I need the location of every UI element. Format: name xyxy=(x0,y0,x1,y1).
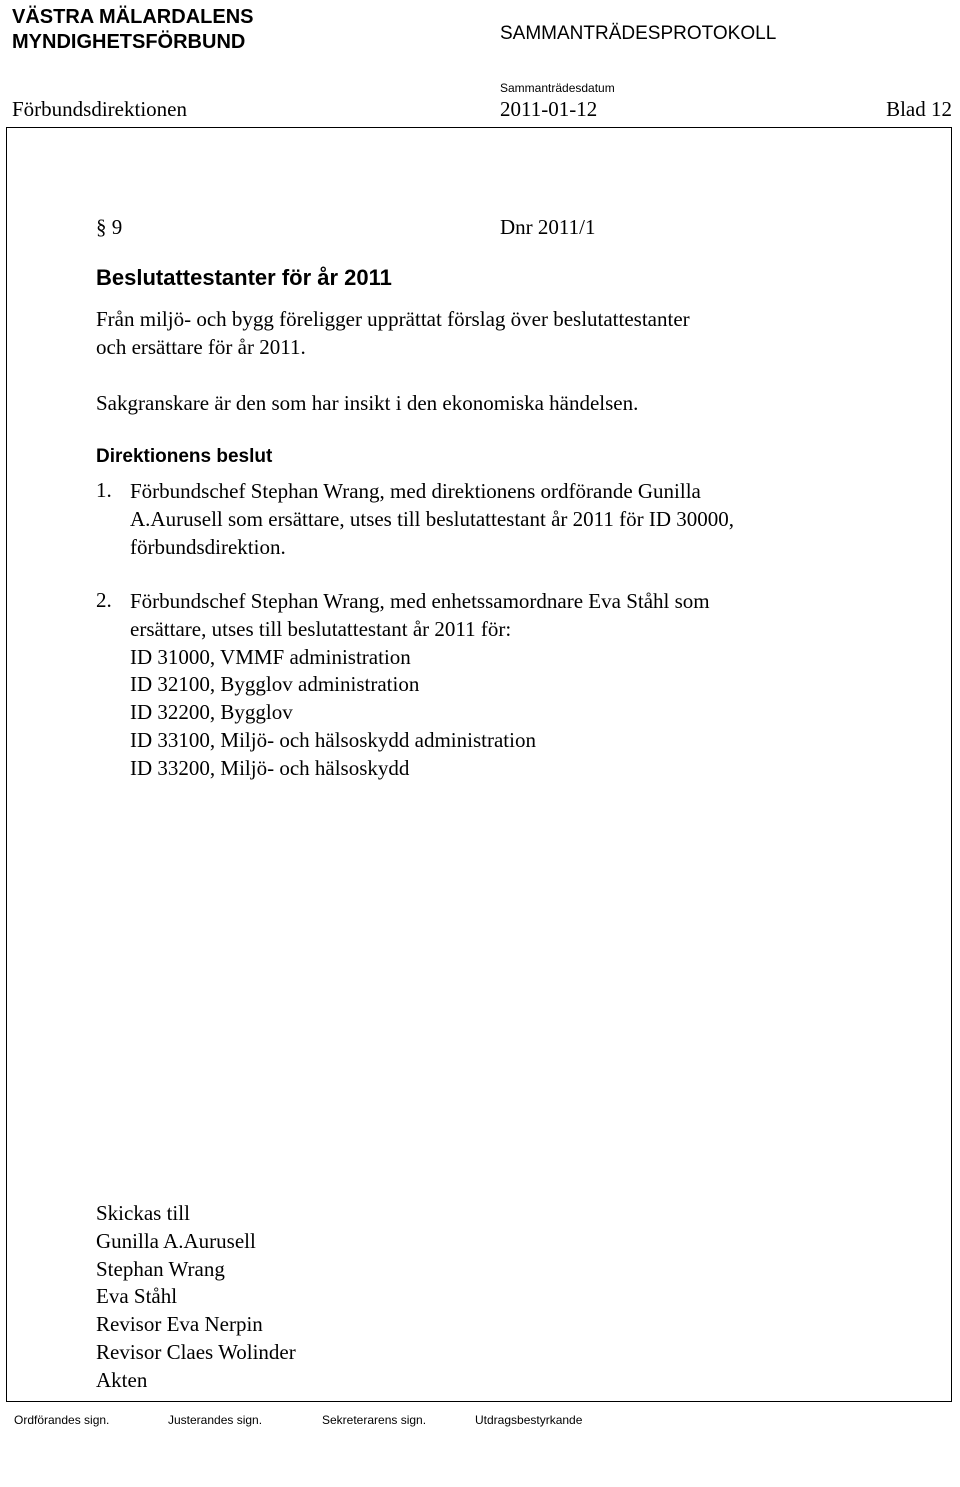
decision-number: 2. xyxy=(96,588,112,612)
decision-line: ID 32200, Bygglov xyxy=(130,700,293,725)
chair-signature-label: Ordförandes sign. xyxy=(14,1413,110,1427)
meeting-date-caption: Sammanträdesdatum xyxy=(500,81,615,95)
distribution-recipient: Stephan Wrang xyxy=(96,1256,225,1281)
secretary-signature-label: Sekreterarens sign. xyxy=(322,1413,427,1427)
note-paragraph: Sakgranskare är den som har insikt i den ekonomiska händelsen. xyxy=(96,391,639,415)
decision-line: A.Aurusell som ersättare, utses till beslutattestant år 2011 för ID 30000, xyxy=(130,506,735,531)
organization-name-line-2: MYNDIGHETSFÖRBUND xyxy=(12,31,246,53)
decision-line: ersättare, utses till beslutattestant år 2011 för: xyxy=(130,616,512,641)
distribution-recipient: Gunilla A.Aurusell xyxy=(96,1228,256,1253)
registration-number: Dnr 2011/1 xyxy=(500,215,596,239)
governing-body-name: Förbundsdirektionen xyxy=(12,97,187,121)
adjuster-signature-label: Justerandes sign. xyxy=(168,1413,263,1427)
distribution-heading: Skickas till xyxy=(96,1201,190,1225)
organization-name-line-1: VÄSTRA MÄLARDALENS xyxy=(12,6,254,28)
meeting-date: 2011-01-12 xyxy=(500,97,598,121)
decision-line: Förbundschef Stephan Wrang, med direktionens ordförande Gunilla xyxy=(130,479,701,503)
decision-line: ID 32100, Bygglov administration xyxy=(130,672,420,697)
decision-heading: Direktionens beslut xyxy=(96,446,273,467)
distribution-list xyxy=(96,1200,296,1395)
intro-line: Från miljö- och bygg föreligger upprättat förslag över beslutattestanter xyxy=(96,307,690,331)
decision-number: 1. xyxy=(96,478,112,502)
decision-text xyxy=(130,588,710,783)
decision-text xyxy=(130,478,734,561)
intro-line: och ersättare för år 2011. xyxy=(96,334,306,359)
distribution-recipient: Revisor Eva Nerpin xyxy=(96,1312,263,1337)
distribution-recipient: Eva Ståhl xyxy=(96,1284,178,1309)
decision-line: ID 33200, Miljö- och hälsoskydd xyxy=(130,755,410,780)
distribution-recipient: Akten xyxy=(96,1367,148,1392)
item-title: Beslutattestanter för år 2011 xyxy=(96,265,392,290)
decision-line: ID 31000, VMMF administration xyxy=(130,644,411,669)
intro-paragraph xyxy=(96,306,690,361)
extract-certifier-label: Utdragsbestyrkande xyxy=(475,1413,583,1427)
decision-line: ID 33100, Miljö- och hälsoskydd administration xyxy=(130,727,536,752)
decision-line: Förbundschef Stephan Wrang, med enhetssamordnare Eva Ståhl som xyxy=(130,589,710,613)
section-number: § 9 xyxy=(96,215,123,239)
document-type: SAMMANTRÄDESPROTOKOLL xyxy=(500,23,777,44)
decision-line: förbundsdirektion. xyxy=(130,534,286,559)
distribution-recipient: Revisor Claes Wolinder xyxy=(96,1339,296,1364)
page-number: Blad 12 xyxy=(886,97,952,121)
